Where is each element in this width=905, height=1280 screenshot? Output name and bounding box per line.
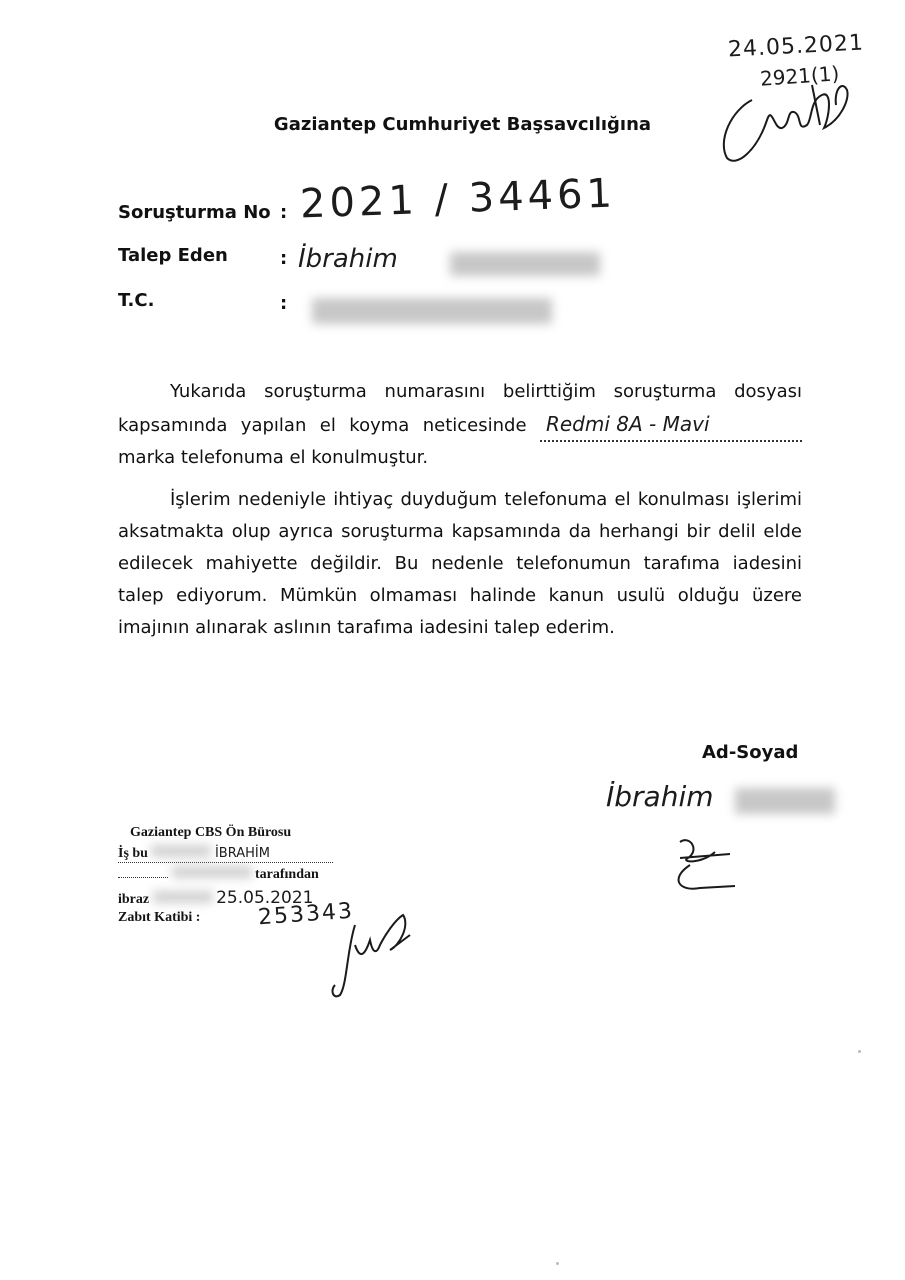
handwritten-reference: 2921(1) (759, 61, 840, 91)
paragraph-2: İşlerim nedeniyle ihtiyaç duyduğum telefonuma el konulması işlerimi aksatmakta olup ayrıca soruşturma kapsamında da herhangi bir delil elde edilecek mahiyette değildir. Bu nedenle telefonumun tarafıma iadesini talep ediyorum. Mümkün olmaması halinde kanun usulü olduğu üzere imajının alınarak aslının tarafıma iadesini talep ederim. (118, 489, 802, 638)
stamp-line-2 (118, 845, 333, 863)
applicant-signature-icon (660, 830, 750, 900)
paragraph-1-end: marka telefonuma el konulmuştur. (118, 447, 429, 468)
stamp-redacted-2 (172, 866, 252, 878)
stamp-line-4-prefix: ibraz (118, 892, 150, 907)
paragraph-1-text: Yukarıda soruşturma numarasını belirttiğim soruşturma dosyası kapsamında yapılan el koyma neticesinde (118, 381, 802, 436)
investigation-number-label: Soruşturma No (118, 202, 271, 223)
redacted-signature-surname (735, 788, 835, 814)
speck (858, 1050, 861, 1053)
paragraph-1 (118, 376, 802, 474)
stamp-redacted-3 (153, 891, 213, 903)
investigation-number-colon: : (280, 202, 288, 223)
signature-label: Ad-Soyad (702, 742, 799, 763)
stamp-line-2-handwritten: İBRAHİM (214, 846, 270, 861)
investigation-number-value: 2021 / 34461 (299, 170, 617, 228)
stamp-line-3-suffix: tarafından (255, 867, 319, 882)
clerk-signature-icon (325, 905, 425, 1005)
stamp-line-3 (118, 866, 319, 883)
stamp-line-4-handwritten: 25.05.2021 (216, 888, 314, 908)
phone-model-field: Redmi 8A - Mavi (540, 408, 802, 442)
stamp-line-5-label: Zabıt Katibi : (118, 910, 201, 925)
requester-name-value: İbrahim (298, 244, 398, 274)
tc-colon: : (280, 293, 288, 314)
clerk-number-handwritten: 253343 (257, 898, 355, 931)
redacted-tc-number (312, 298, 552, 324)
stamp-redacted-1 (151, 845, 211, 857)
signature-name-handwritten: İbrahim (606, 780, 714, 813)
stamp-line-1: Gaziantep CBS Ön Bürosu (130, 825, 292, 840)
requester-colon: : (280, 248, 288, 269)
requester-label: Talep Eden (118, 245, 228, 266)
speck (556, 1262, 559, 1265)
stamp-line-2-prefix: İş bu (118, 846, 148, 861)
tc-label: T.C. (118, 290, 155, 311)
document-title: Gaziantep Cumhuriyet Başsavcılığına (273, 114, 652, 135)
redacted-surname (450, 252, 600, 276)
handwritten-date: 24.05.2021 (727, 30, 865, 63)
